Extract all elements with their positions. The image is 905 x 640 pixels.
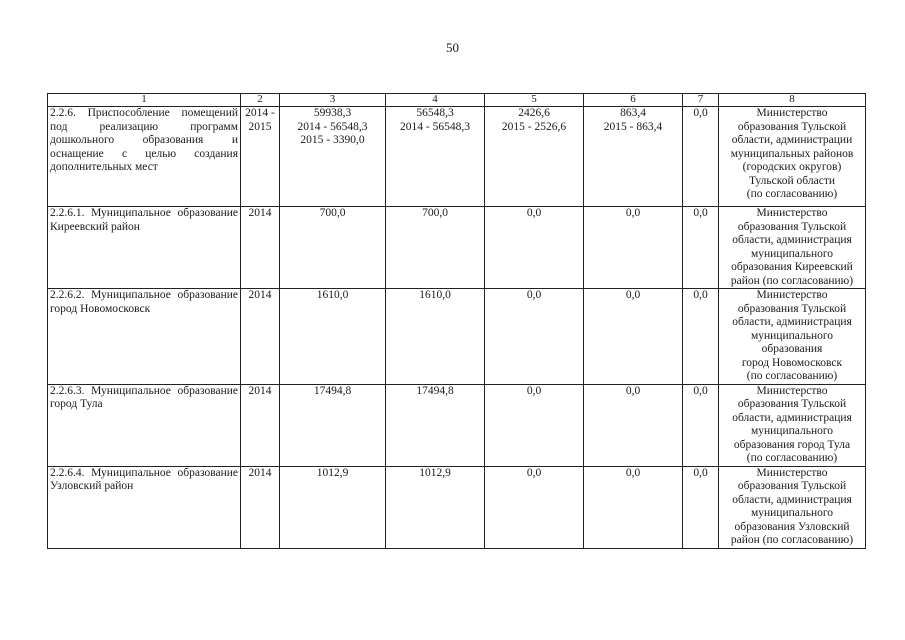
cell-line: муниципальных районов xyxy=(730,147,854,160)
cell-line: 1610,0 xyxy=(419,289,451,301)
cell-line: 2014 xyxy=(248,289,272,301)
cell-line: 2014 - xyxy=(245,107,275,119)
cell-line: 0,0 xyxy=(526,207,542,219)
cell-line: муниципального xyxy=(750,329,834,342)
cell-line: области, администрация xyxy=(732,493,852,506)
amount-col7-cell: 0,0 xyxy=(683,107,719,207)
item-name-cell: 2.2.6. Приспособление помещений под реализацию программ дошкольного образования и оснащение с целью создания дополнительных мест xyxy=(48,107,241,207)
table-header-row xyxy=(48,94,866,107)
executor-cell xyxy=(719,466,866,548)
cell-line: 17494,8 xyxy=(416,384,454,397)
cell-line: 700,0 xyxy=(319,207,346,219)
cell-line: образования Тульской xyxy=(737,220,847,233)
amount-col6-cell xyxy=(584,466,683,548)
cell-line: образования xyxy=(761,343,823,355)
cell-line: 863,4 xyxy=(620,107,646,119)
cell-line: Тульской области xyxy=(748,174,835,187)
cell-line: муниципального xyxy=(750,425,834,437)
executor-cell xyxy=(719,384,866,466)
cell-line: образования Тульской xyxy=(737,302,847,315)
cell-line: 1012,9 xyxy=(419,466,451,479)
year-cell xyxy=(241,466,280,548)
cell-line: области, администрация xyxy=(732,316,852,328)
amount-col7-cell: 0,0 xyxy=(683,384,719,466)
cell-line: 2014 xyxy=(248,384,272,397)
amount-col7-cell: 0,0 xyxy=(683,289,719,385)
year-cell xyxy=(241,207,280,289)
cell-line: 0,0 xyxy=(526,289,542,301)
header-cell: 1 xyxy=(48,94,241,107)
cell-line: образования город Тула xyxy=(733,438,851,451)
cell-line: Министерство xyxy=(756,466,828,479)
amount-col5-cell xyxy=(485,289,584,385)
year-cell xyxy=(241,384,280,466)
header-cell: 7 xyxy=(683,94,719,107)
amount-col5-cell xyxy=(485,107,584,207)
cell-line: Министерство xyxy=(756,289,828,301)
amount-col4-cell xyxy=(386,466,485,548)
cell-line: образования Тульской xyxy=(737,120,847,133)
amount-col6-cell xyxy=(584,207,683,289)
header-cell: 2 xyxy=(241,94,280,107)
table-row xyxy=(48,466,866,548)
header-cell: 8 xyxy=(719,94,866,107)
table-row xyxy=(48,289,866,385)
item-name-cell: 2.2.6.4. Муниципальное образование Узловский район xyxy=(48,466,241,548)
cell-line: образования Киреевский xyxy=(731,261,853,273)
header-cell: 5 xyxy=(485,94,584,107)
cell-line: (по согласованию) xyxy=(746,188,838,200)
header-cell: 4 xyxy=(386,94,485,107)
cell-line: 17494,8 xyxy=(313,384,352,397)
table-row xyxy=(48,107,866,207)
cell-line: 2015 xyxy=(248,120,272,133)
cell-line: 700,0 xyxy=(422,207,448,219)
cell-line: Министерство xyxy=(756,207,828,219)
cell-line: 2015 - 3390,0 xyxy=(300,134,365,146)
amount-col7-cell: 0,0 xyxy=(683,207,719,289)
total-amount-cell xyxy=(280,466,386,548)
cell-line: (по согласованию) xyxy=(746,452,838,464)
amount-col6-cell xyxy=(584,289,683,385)
cell-line: области, администрация xyxy=(732,411,852,424)
table-row xyxy=(48,384,866,466)
amount-col5-cell xyxy=(485,207,584,289)
cell-line: 0,0 xyxy=(625,207,641,219)
cell-line: 0,0 xyxy=(526,466,542,479)
table-row xyxy=(48,207,866,289)
cell-line: район (по согласованию) xyxy=(730,274,854,287)
cell-line: 2015 - 863,4 xyxy=(603,120,663,133)
cell-line: Министерство xyxy=(756,107,828,119)
cell-line: образования Тульской xyxy=(737,398,847,410)
cell-line: области, администрации xyxy=(731,134,853,146)
header-cell: 3 xyxy=(280,94,386,107)
amount-col7-cell: 0,0 xyxy=(683,466,719,548)
cell-line: образования Узловский xyxy=(734,520,850,533)
executor-cell xyxy=(719,107,866,207)
item-name-cell: 2.2.6.3. Муниципальное образование город Тула xyxy=(48,384,241,466)
amount-col4-cell xyxy=(386,384,485,466)
cell-line: 2014 xyxy=(248,207,272,219)
cell-line: 2014 - 56548,3 xyxy=(297,120,368,133)
executor-cell xyxy=(719,289,866,385)
cell-line: 56548,3 xyxy=(416,107,454,119)
cell-line: 0,0 xyxy=(625,466,641,479)
cell-line: 2426,6 xyxy=(518,107,550,119)
amount-col6-cell xyxy=(584,107,683,207)
cell-line: 1012,9 xyxy=(316,466,349,479)
cell-line: (городских округов) xyxy=(742,161,842,173)
cell-line: области, администрация xyxy=(732,234,852,246)
total-amount-cell xyxy=(280,107,386,207)
total-amount-cell xyxy=(280,384,386,466)
cell-line: город Новомосковск xyxy=(741,356,843,369)
amount-col4-cell xyxy=(386,107,485,207)
amount-col6-cell xyxy=(584,384,683,466)
header-cell: 6 xyxy=(584,94,683,107)
cell-line: 59938,3 xyxy=(313,107,352,119)
cell-line: Министерство xyxy=(756,384,828,397)
amount-col5-cell xyxy=(485,384,584,466)
cell-line: 0,0 xyxy=(625,289,641,301)
cell-line: муниципального xyxy=(750,507,834,519)
page-number: 50 xyxy=(446,40,459,55)
total-amount-cell xyxy=(280,289,386,385)
amount-col5-cell xyxy=(485,466,584,548)
amount-col4-cell xyxy=(386,289,485,385)
amount-col4-cell xyxy=(386,207,485,289)
cell-line: 2014 xyxy=(248,466,272,479)
cell-line: 2015 - 2526,6 xyxy=(501,120,567,133)
cell-line: муниципального xyxy=(750,247,834,260)
cell-line: (по согласованию) xyxy=(746,370,838,382)
cell-line: 2014 - 56548,3 xyxy=(400,120,470,133)
budget-table xyxy=(47,93,866,549)
cell-line: 1610,0 xyxy=(316,289,349,301)
cell-line: 0,0 xyxy=(625,384,641,397)
cell-line: образования Тульской xyxy=(737,480,847,492)
cell-line: 0,0 xyxy=(526,384,542,397)
item-name-cell: 2.2.6.2. Муниципальное образование город Новомосковск xyxy=(48,289,241,385)
year-cell xyxy=(241,107,280,207)
year-cell xyxy=(241,289,280,385)
item-name-cell: 2.2.6.1. Муниципальное образование Киреевский район xyxy=(48,207,241,289)
cell-line: район (по согласованию) xyxy=(730,534,854,546)
total-amount-cell xyxy=(280,207,386,289)
executor-cell xyxy=(719,207,866,289)
